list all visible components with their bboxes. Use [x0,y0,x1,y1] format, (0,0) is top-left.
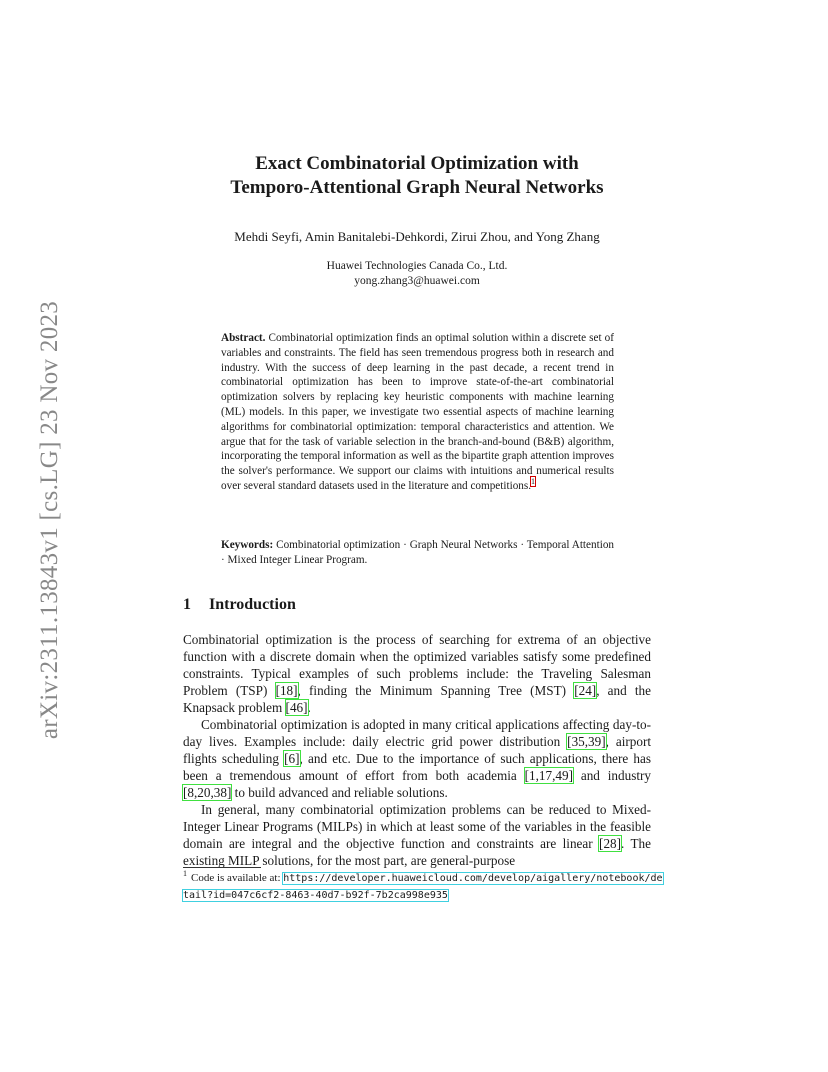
keywords-label: Keywords: [221,539,274,551]
title-line-1: Exact Combinatorial Optimization with [255,153,579,174]
title-line-2: Temporo-Attentional Graph Neural Networks [230,177,604,198]
paragraph-text: and industry [572,768,651,783]
footnote-mark: 1 [183,869,187,879]
paragraph-3 [183,801,651,869]
affiliation: Huawei Technologies Canada Co., Ltd. [326,260,508,272]
footnote [183,870,663,904]
citation-link[interactable]: [28] [599,836,622,851]
section-number: 1 [183,596,191,613]
paragraph-text: , and etc. Due to the importance of such applications, there has been a tremendous amount of effort from both academia [183,751,652,783]
keywords [221,538,614,568]
arxiv-identifier: arXiv:2311.13843v1 [cs.LG] 23 Nov 2023 [36,300,63,740]
paragraph-text: , finding the Minimum Spanning Tree (MST) [297,683,575,698]
citation-link[interactable]: [24] [574,683,597,698]
footnote-text: Code is available at: [191,872,284,884]
code-url-link[interactable]: https://developer.huaweicloud.com/develop/aigallery/notebook/detail?id=047c6cf2-8463-40d7-b92f-7b2ca998e935 [183,873,663,901]
paragraph-text: In general, many combinatorial optimization problems can be reduced to Mixed-Integer Linear Programs (MILPs) in which at least some of the variables in the feasible domain are integral and the objective function and constraints are linear [183,802,651,851]
section-heading [183,596,296,614]
citation-link[interactable]: [46] [285,700,308,715]
paragraph-2 [183,716,651,801]
keywords-text: Combinatorial optimization · Graph Neural Networks · Temporal Attention · Mixed Integer Linear Program. [221,539,615,566]
citation-link[interactable]: [18] [275,683,298,698]
abstract-text: Combinatorial optimization finds an optimal solution within a discrete set of variables and constraints. The field has seen tremendous progress both in research and industry. With the success of deep learning in the past decade, a recent trend in combinatorial optimization has been to improve state-of-the-art combinatorial optimization solvers by replacing key heuristic components with machine learning (ML) models. In this paper, we investigate two essential aspects of machine learning algorithms for combinatorial optimization: temporal characteristics and attention. We argue that for the task of variable selection in the branch-and-bound (B&B) algorithm, incorporating the temporal information as well as the bipartite graph attention improves the solver's performance. We support our claims with intuitions and numerical results over several standard datasets used in the literature and competitions. [221,332,615,492]
abstract [221,331,614,494]
section-title: Introduction [209,596,296,613]
paragraph-text: to build advanced and reliable solutions. [231,785,448,800]
citation-link[interactable]: [35,39] [567,734,606,749]
paragraph-text: Combinatorial optimization is adopted in many critical applications affecting day-to-day lives. Examples include: daily electric grid power distribution [183,717,651,749]
citation-link[interactable]: [6] [284,751,300,766]
paragraph-text: , airport flights scheduling [183,734,652,766]
email[interactable]: yong.zhang3@huawei.com [354,275,480,287]
affiliation-block [183,259,651,289]
author-list: Mehdi Seyfi, Amin Banitalebi-Dehkordi, Zirui Zhou, and Yong Zhang [234,229,600,244]
footnote-link[interactable]: 1 [531,477,536,487]
section-body [183,631,651,869]
paragraph-text: Combinatorial optimization is the process of searching for extrema of an objective function with a discrete domain when the optimized variables satisfy some predefined constraints. Typical examples of such problems include: the Traveling Salesman Problem (TSP) [183,632,651,698]
paragraph-1 [183,631,651,716]
paper-title [183,152,651,200]
citation-link[interactable]: [8,20,38] [183,785,232,800]
citation-link[interactable]: [1,17,49] [524,768,573,783]
paragraph-text: . The existing MILP solutions, for the most part, are general-purpose [183,836,651,868]
paragraph-text: , and the Knapsack problem [183,683,652,715]
paragraph-text: . [307,700,311,715]
footnote-rule [183,867,261,868]
abstract-label: Abstract. [221,332,266,344]
